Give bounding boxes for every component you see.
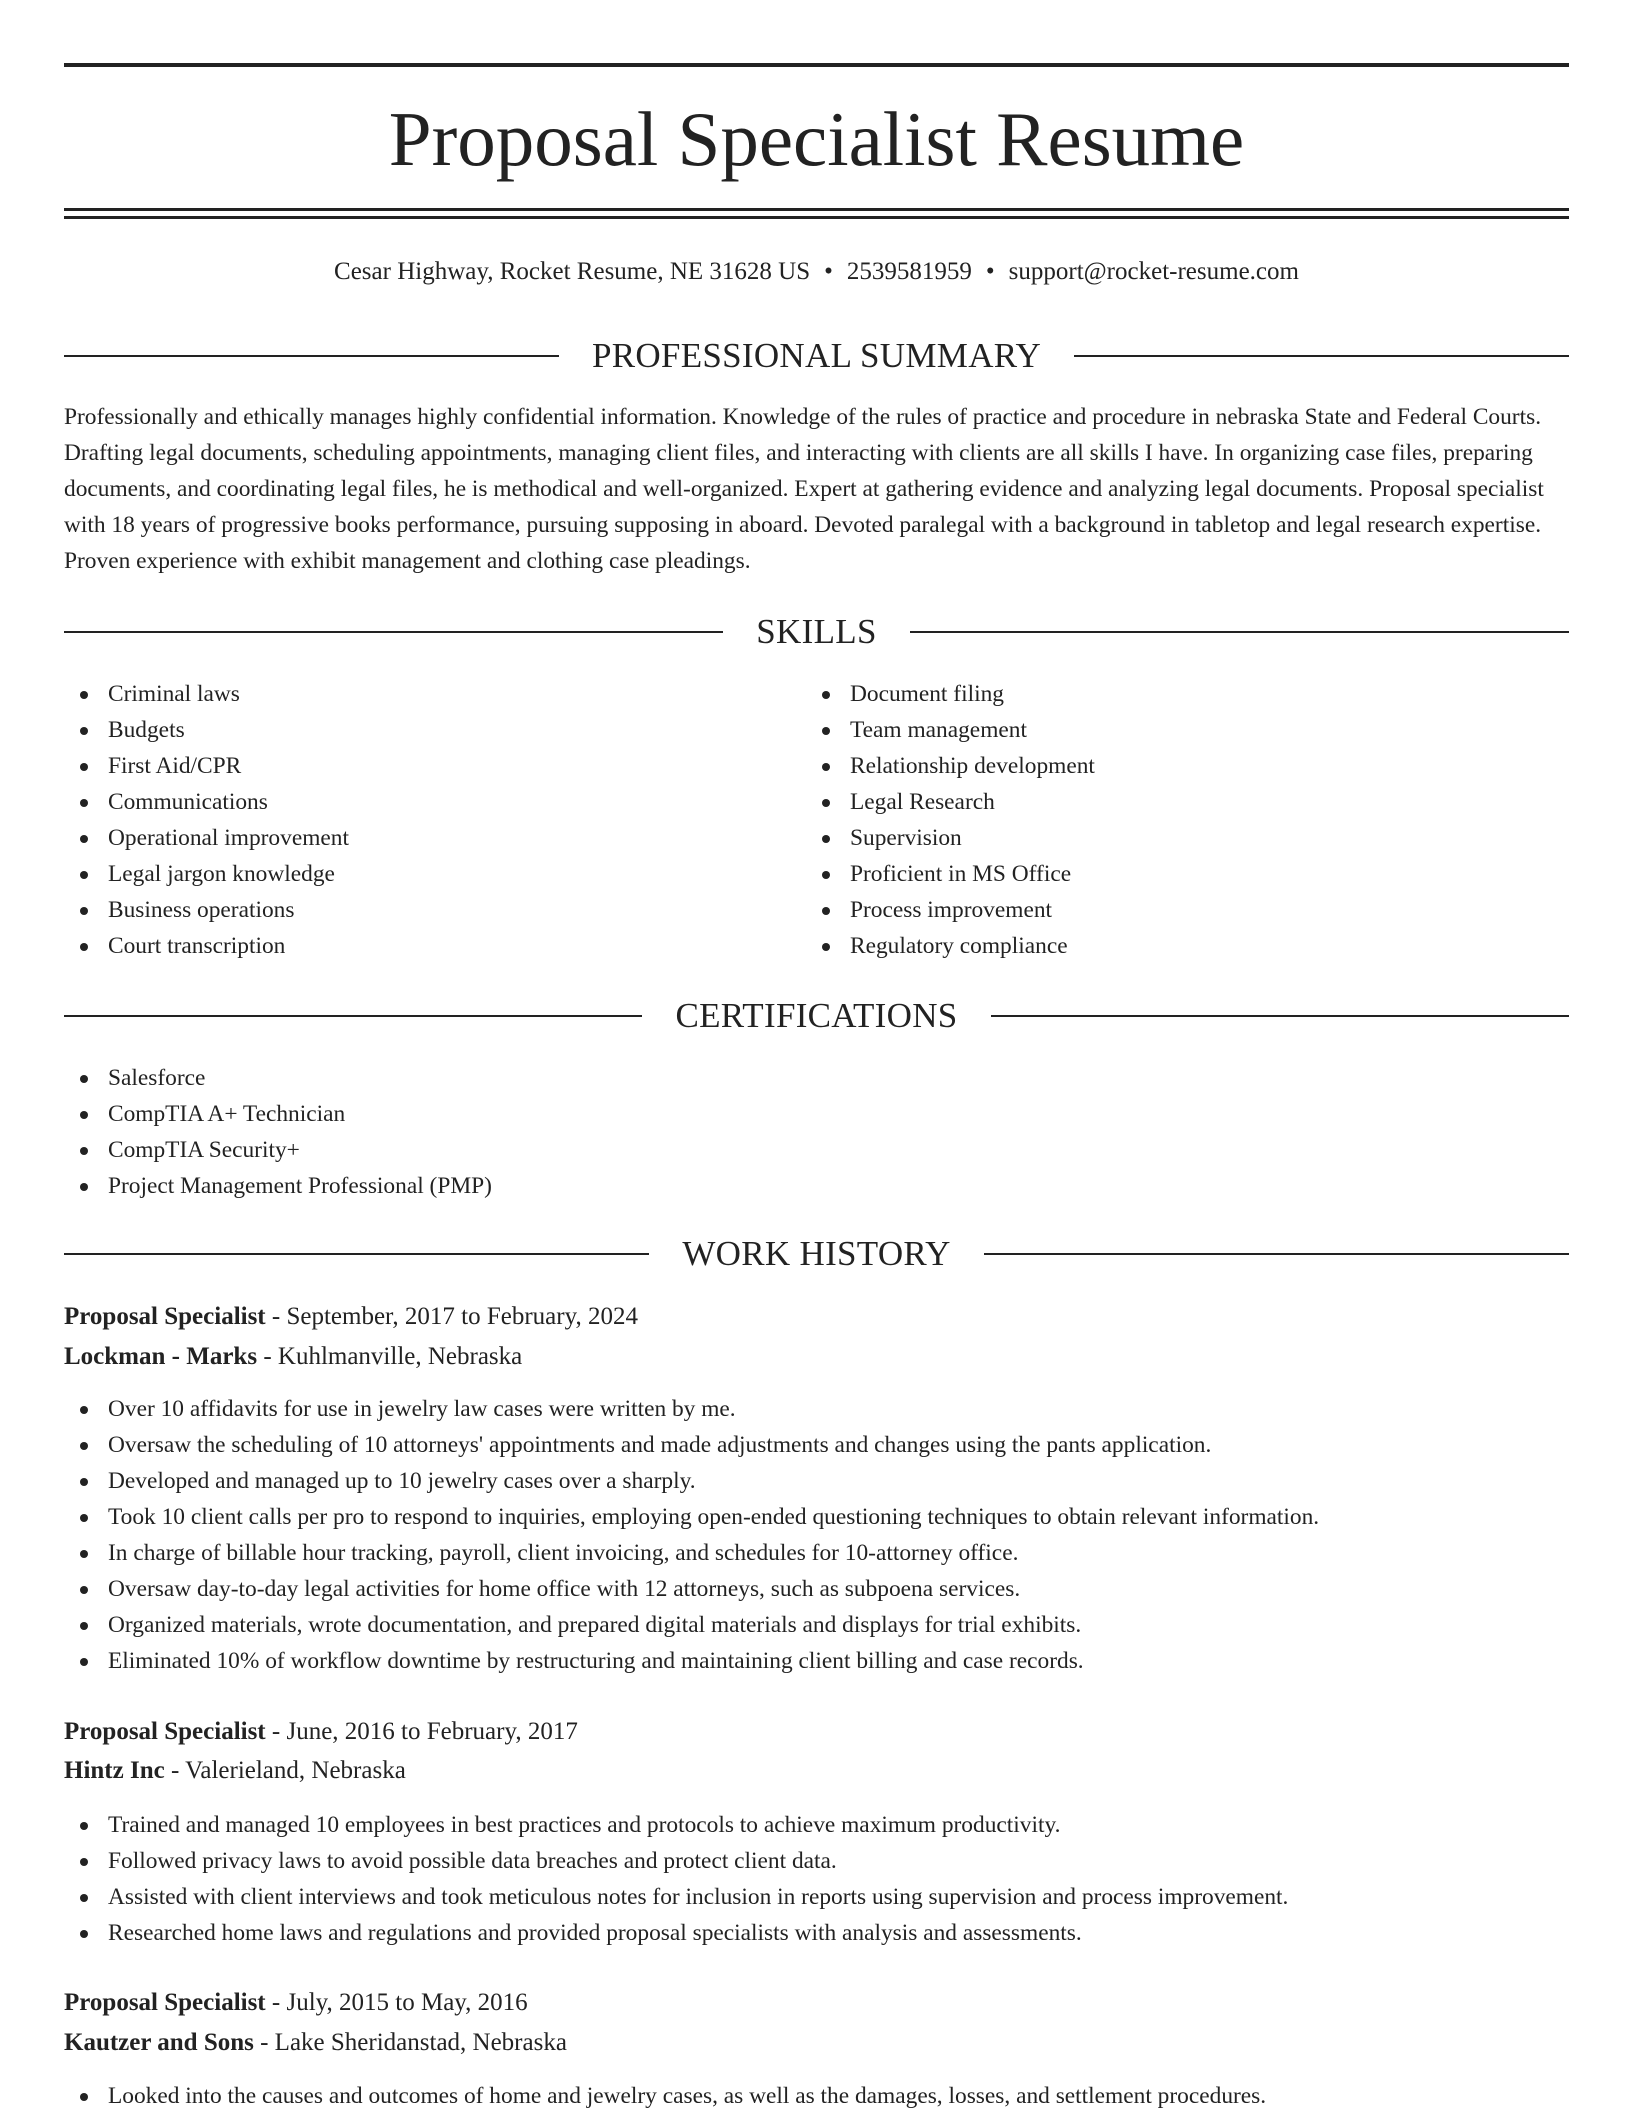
skill-item: Process improvement [806,892,1546,928]
job-title-line [64,1985,1569,2021]
heading-rule [1074,355,1569,357]
job-title: Proposal Specialist [64,1989,266,2016]
contact-line [64,254,1569,290]
job-bullet: Eliminated 10% of workflow downtime by restructuring and maintaining client billing and case records. [64,1643,1569,1679]
heading-rule [64,355,559,357]
skill-item: Document filing [806,676,1546,712]
job-dates: - September, 2017 to February, 2024 [265,1303,638,1330]
contact-email: support@rocket-resume.com [1008,258,1299,285]
job-bullet: Took 10 client calls per pro to respond to inquiries, employing open-ended questioning techniques to obtain relevant information. [64,1499,1569,1535]
job-bullet: Assisted with client interviews and took meticulous notes for inclusion in reports using supervision and process improvement. [64,1879,1569,1915]
certifications-list [64,1060,1569,1204]
job-bullet: Organized materials, wrote documentation, and prepared digital materials and displays for trial exhibits. [64,1607,1569,1643]
job-bullet: Oversaw day-to-day legal activities for home office with 12 attorneys, such as subpoena services. [64,1571,1569,1607]
section-heading-certifications [64,994,1569,1038]
heading-label: WORK HISTORY [682,1234,951,1273]
job-bullet: Over 10 affidavits for use in jewelry law cases were written by me. [64,1391,1569,1427]
heading-rule [64,1253,649,1255]
job-company-line [64,2025,1569,2061]
heading-rule [64,1015,642,1017]
skill-item: Criminal laws [64,676,804,712]
resume-title: Proposal Specialist Resume [388,96,1245,182]
job-company-line [64,1339,1569,1375]
job-company-line [64,1753,1569,1789]
skill-item: Legal Research [806,784,1546,820]
job-location: - Valerieland, Nebraska [164,1757,406,1784]
certification-item: Project Management Professional (PMP) [64,1168,1569,1204]
skill-item: Budgets [64,712,804,748]
heading-rule [991,1015,1569,1017]
certification-item: CompTIA A+ Technician [64,1096,1569,1132]
job-bullet-list [64,1807,1569,1951]
heading-label: SKILLS [756,612,877,651]
heading-rule [910,631,1569,633]
top-rule [64,63,1569,67]
contact-separator: • [985,258,995,285]
job-title: Proposal Specialist [64,1718,266,1745]
skill-item: Relationship development [806,748,1546,784]
section-heading-work-history [64,1232,1569,1276]
job-bullet: Trained and managed 10 employees in best practices and protocols to achieve maximum productivity. [64,1807,1569,1843]
heading-rule [984,1253,1569,1255]
skill-item: First Aid/CPR [64,748,804,784]
heading-label: PROFESSIONAL SUMMARY [591,336,1042,375]
job-dates: - June, 2016 to February, 2017 [265,1718,578,1745]
job-bullet: Developed and managed up to 10 jewelry cases over a sharply. [64,1463,1569,1499]
job-title-line [64,1299,1569,1335]
title-rule-upper [64,208,1569,211]
skills-list-left [64,676,804,964]
job-company: Lockman - Marks [64,1343,258,1370]
job-company: Hintz Inc [64,1757,165,1784]
contact-phone: 2539581959 [846,258,972,285]
skills-list-right [806,676,1546,964]
skill-item: Regulatory compliance [806,928,1546,964]
skill-item: Proficient in MS Office [806,856,1546,892]
skill-item: Operational improvement [64,820,804,856]
skill-item: Team management [806,712,1546,748]
section-heading-summary [64,334,1569,378]
job-dates: - July, 2015 to May, 2016 [265,1989,528,2016]
job-company: Kautzer and Sons [64,2029,254,2056]
title-rule-lower [64,216,1569,219]
heading-label: CERTIFICATIONS [675,996,958,1035]
job-bullet: Oversaw the scheduling of 10 attorneys' appointments and made adjustments and changes using the pants application. [64,1427,1569,1463]
certification-item: CompTIA Security+ [64,1132,1569,1168]
job-bullet: In charge of billable hour tracking, payroll, client invoicing, and schedules for 10-attorney office. [64,1535,1569,1571]
job-bullet-list [64,2078,1569,2114]
skill-item: Legal jargon knowledge [64,856,804,892]
job-bullet: Followed privacy laws to avoid possible data breaches and protect client data. [64,1843,1569,1879]
contact-separator: • [824,258,833,285]
skill-item: Court transcription [64,928,804,964]
skill-item: Business operations [64,892,804,928]
job-bullet: Researched home laws and regulations and provided proposal specialists with analysis and assessments. [64,1915,1569,1951]
summary-text: Professionally and ethically manages highly confidential information. Knowledge of the rules of practice and procedure in nebraska State and Federal Courts. Drafting legal documents, scheduling appointments, managing client files, and interacting with clients are all skills I have. In organizing case files, preparing documents, and coordinating legal files, he is methodical and well-organized. Expert at gathering evidence and analyzing legal documents. Proposal specialist with 18 years of progressive books performance, pursuing supposing in aboard. Devoted paralegal with a background in tabletop and legal research expertise. Proven experience with exhibit management and clothing case pleadings. [64,404,1544,574]
skill-item: Communications [64,784,804,820]
job-title-line [64,1714,1569,1750]
section-heading-skills [64,610,1569,654]
job-bullet-list [64,1391,1569,1679]
skill-item: Supervision [806,820,1546,856]
job-location: - Lake Sheridanstad, Nebraska [253,2029,567,2056]
job-bullet: Looked into the causes and outcomes of home and jewelry cases, as well as the damages, losses, and settlement procedures. [64,2078,1569,2114]
certification-item: Salesforce [64,1060,1569,1096]
heading-rule [64,631,723,633]
job-title: Proposal Specialist [64,1303,266,1330]
contact-address: Cesar Highway, Rocket Resume, NE 31628 US [334,258,811,285]
job-location: - Kuhlmanville, Nebraska [257,1343,523,1370]
